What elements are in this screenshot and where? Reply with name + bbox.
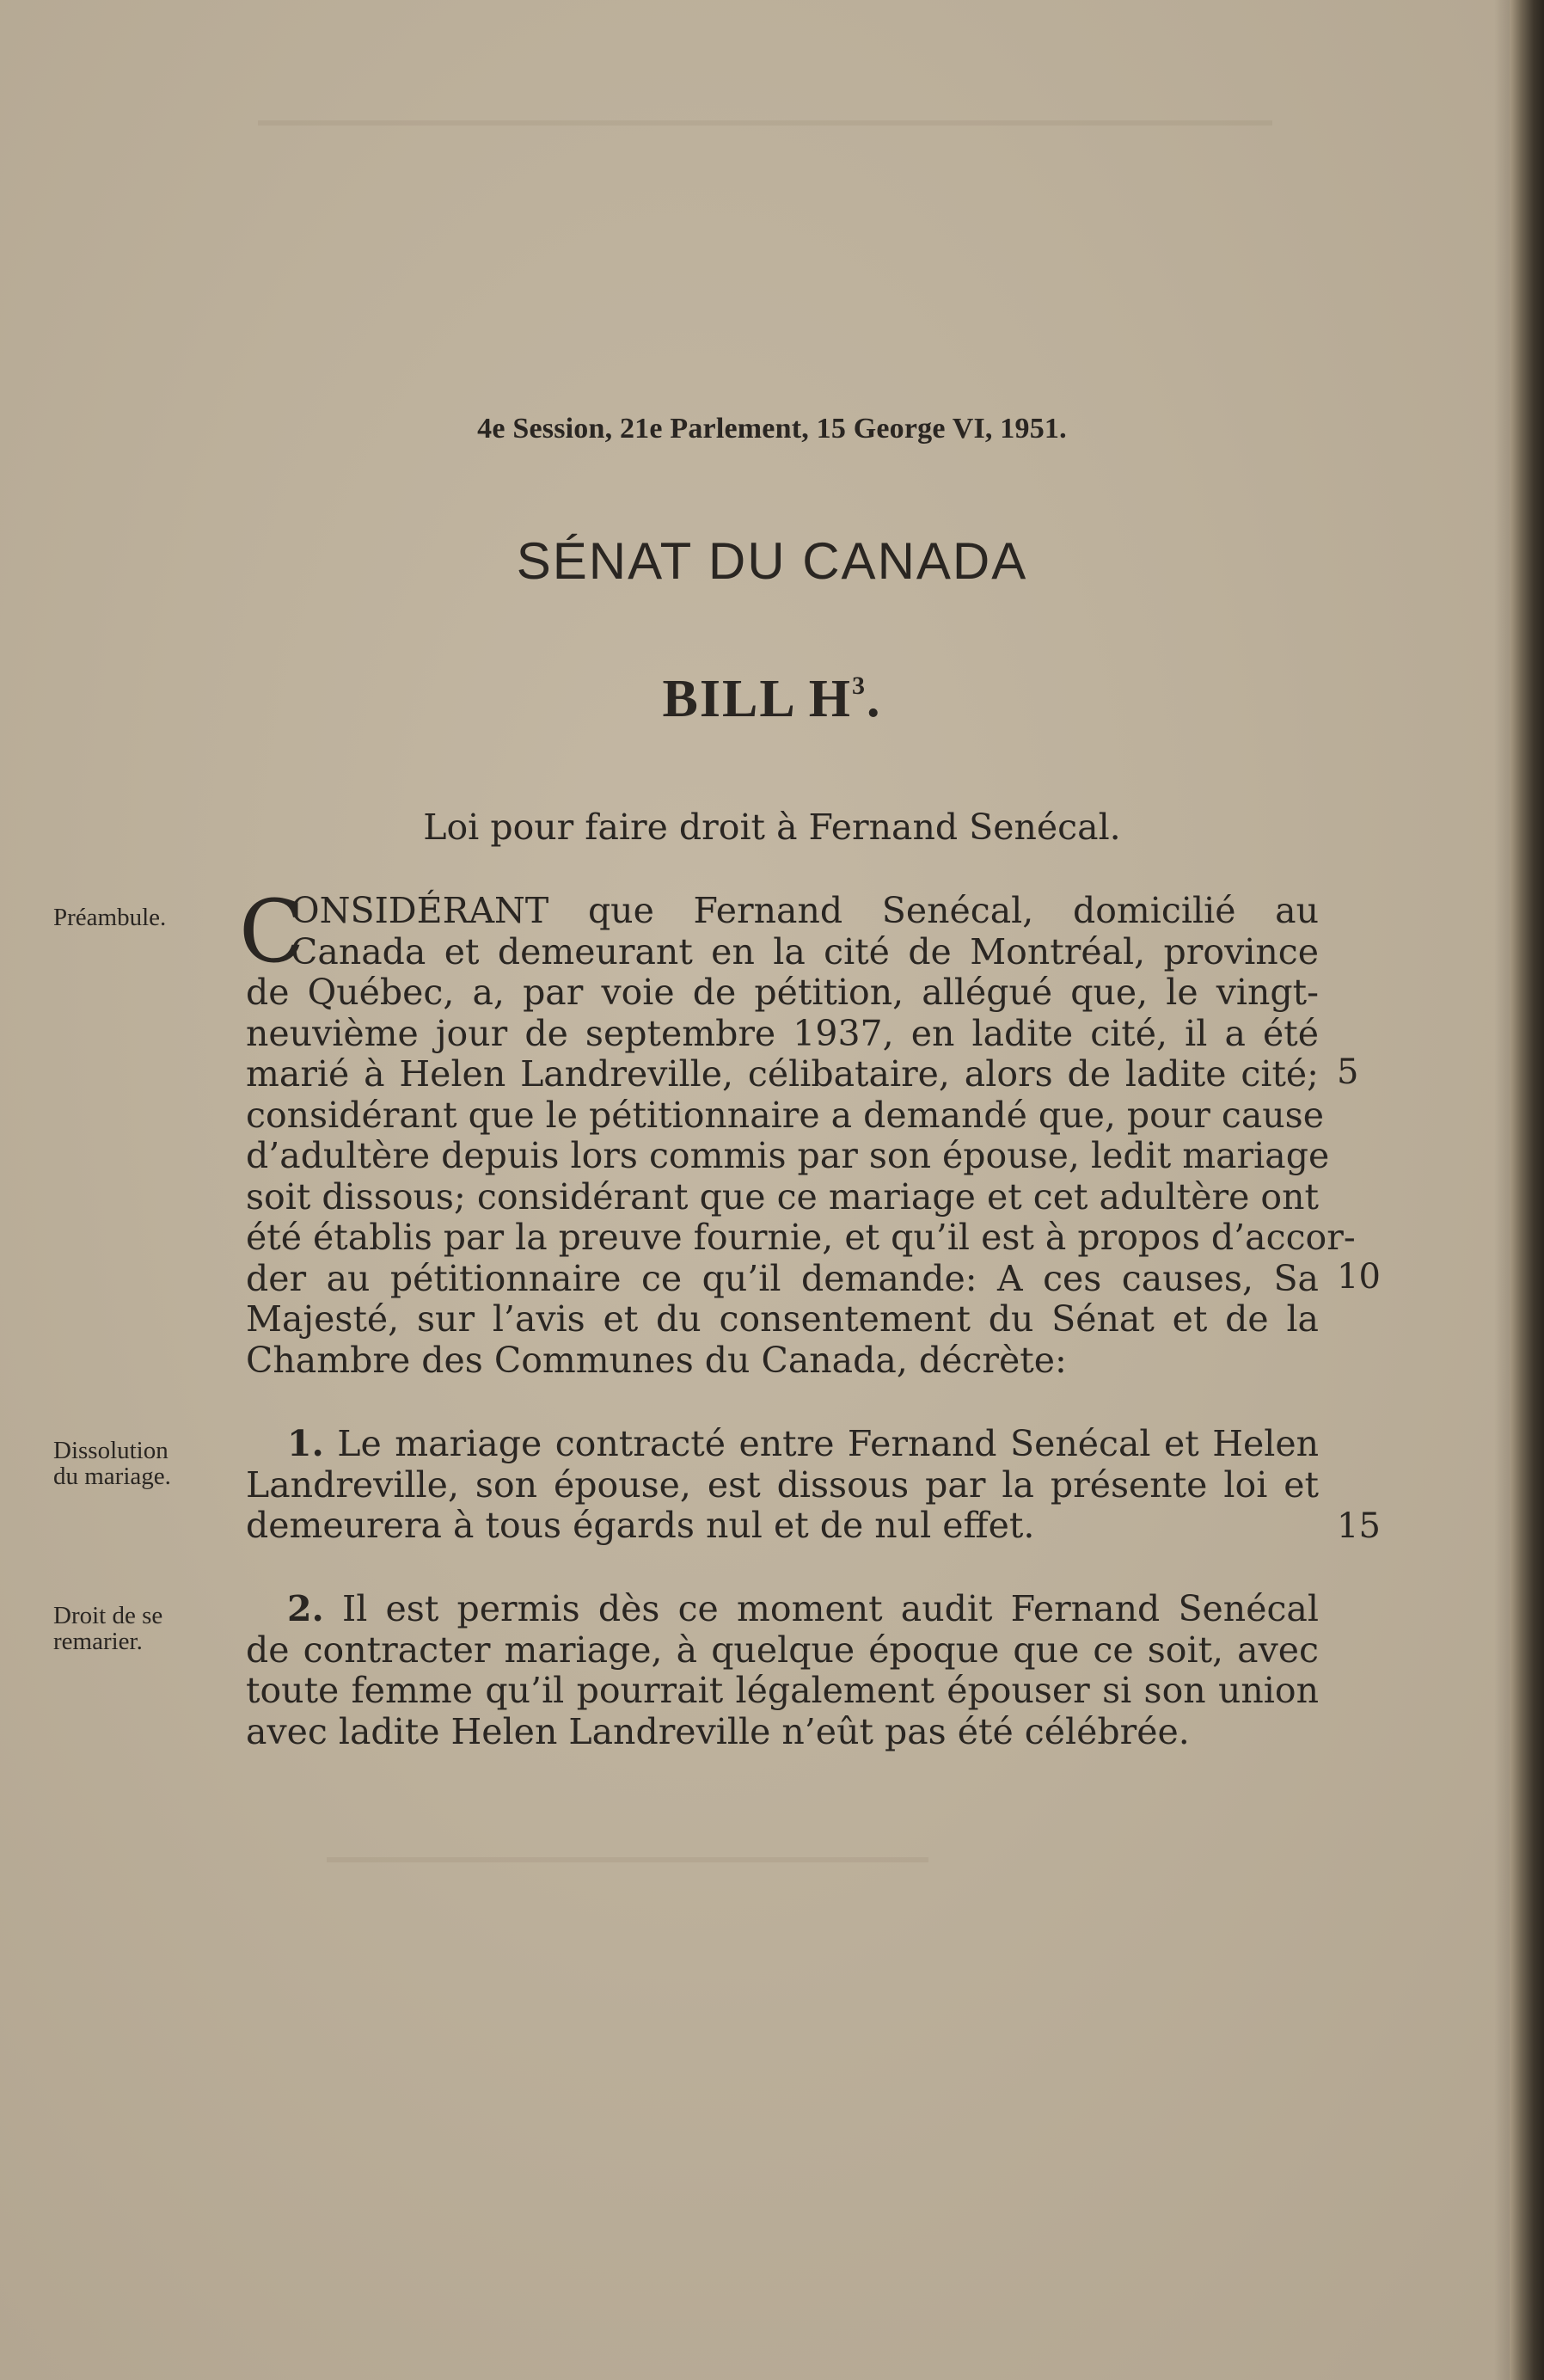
preamble-paragraph <box>239 881 1356 1381</box>
line-number: 10 <box>1337 1257 1381 1297</box>
bill-title <box>0 669 1544 730</box>
section-line: 1. Le mariage contracté entre Fernand Senécal et Helen <box>287 1423 1319 1464</box>
line-number: 15 <box>1337 1506 1381 1546</box>
bleed-through-mark <box>258 120 1272 126</box>
margin-note-remarry <box>53 1603 234 1654</box>
line-number: 5 <box>1337 1052 1359 1092</box>
preamble-line: soit dissous; considérant que ce mariage et cet adultère ont <box>246 1175 1319 1218</box>
long-title: Loi pour faire droit à Fernand Senécal. <box>423 807 1121 848</box>
preamble-line: der au pétitionnaire ce qu’il demande: A ces causes, Sa <box>246 1257 1319 1299</box>
margin-note-text: remarier. <box>53 1628 143 1655</box>
section-line: de contracter mariage, à quelque époque que ce soit, avec <box>246 1629 1319 1671</box>
margin-note-text: du mariage. <box>53 1463 171 1490</box>
book-spine <box>1510 0 1544 2380</box>
section-line: Landreville, son épouse, est dissous par la présente loi et <box>246 1463 1319 1506</box>
margin-note-text: Préambule. <box>53 904 167 931</box>
preamble-line: de Québec, a, par voie de pétition, allégué que, le vingt- <box>246 972 1319 1013</box>
margin-note-dissolution <box>53 1438 234 1489</box>
preamble-line: considérant que le pétitionnaire a demandé que, pour cause <box>246 1094 1324 1136</box>
page-shadow <box>1494 0 1510 2380</box>
preamble-line: été établis par la preuve fournie, et qu’il est à propos d’accor- <box>246 1217 1356 1258</box>
preamble-line: C ONSIDÉRANT que Fernand Senécal, domicilié au <box>239 881 1319 982</box>
margin-note-text: Dissolution <box>53 1437 168 1464</box>
section-line: toute femme qu’il pourrait légalement épouser si son union <box>246 1670 1319 1711</box>
preamble-line: Majesté, sur l’avis et du consentement du Sénat et de la <box>246 1298 1319 1340</box>
preamble-line: Canada et demeurant en la cité de Montréal, province <box>291 930 1319 972</box>
section-number: 1. <box>287 1423 324 1464</box>
preamble-line: d’adultère depuis lors commis par son épouse, ledit mariage <box>246 1135 1330 1176</box>
section-2 <box>246 1589 1319 1752</box>
preamble-line: marié à Helen Landreville, célibataire, alors de ladite cité; <box>246 1053 1319 1095</box>
preamble-line: Chambre des Communes du Canada, décrète: <box>246 1339 1067 1381</box>
margin-note-preamble <box>53 905 234 930</box>
session-line: 4e Session, 21e Parlement, 15 George VI, 1951. <box>477 413 1067 445</box>
section-line: demeurera à tous égards nul et de nul effet. <box>246 1505 1035 1546</box>
preamble-line: neuvième jour de septembre 1937, en ladite cité, il a été <box>246 1012 1319 1054</box>
drop-cap: C <box>239 881 305 982</box>
senate-title: SÉNAT DU CANADA <box>516 532 1028 590</box>
margin-note-text: Droit de se <box>53 1602 163 1629</box>
section-number: 2. <box>287 1588 324 1629</box>
section-line: avec ladite Helen Landreville n’eût pas été célébrée. <box>246 1710 1190 1752</box>
bleed-through-mark <box>327 1857 928 1862</box>
bill-suffix: . <box>867 670 882 728</box>
bill-label: BILL H <box>662 670 852 728</box>
section-line: 2. Il est permis dès ce moment audit Fernand Senécal <box>287 1588 1319 1629</box>
bill-superscript: 3 <box>852 672 867 700</box>
section-1 <box>246 1424 1319 1547</box>
